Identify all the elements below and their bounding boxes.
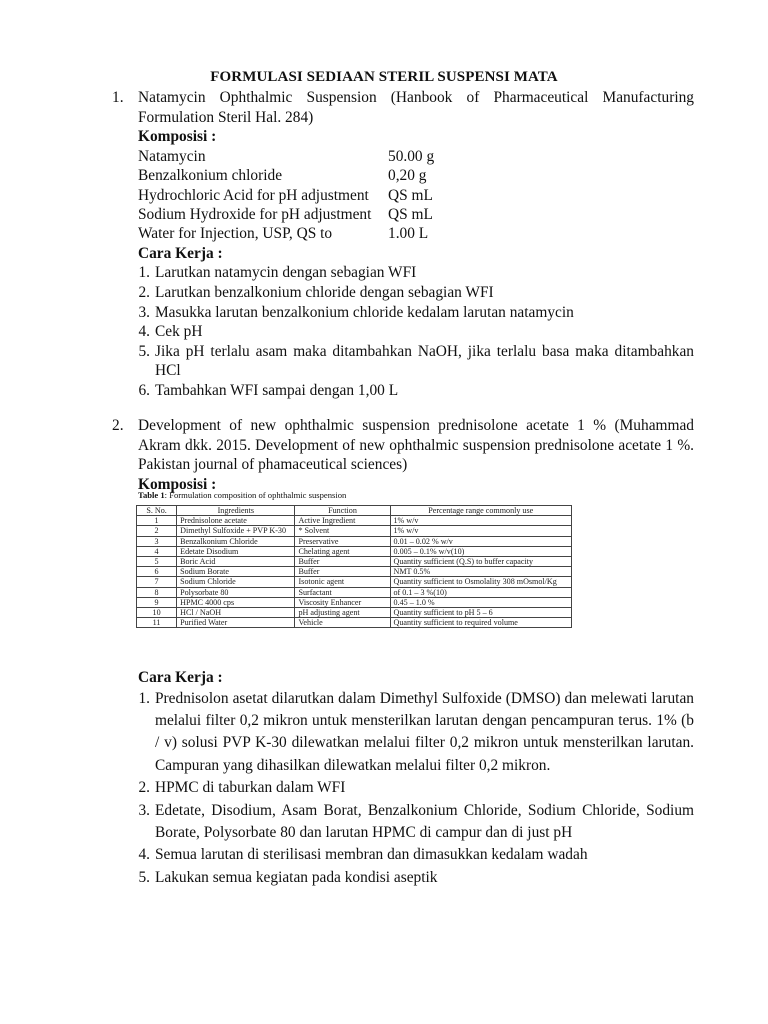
table-cell: Quantity sufficient to Osmolality 308 mOsmol/Kg (390, 577, 572, 587)
table-cell: 6 (137, 567, 177, 577)
table-cell: 8 (137, 587, 177, 597)
table-cell: Boric Acid (177, 557, 295, 567)
list-item: 1. Prednisolon asetat dilarutkan dalam Dimethyl Sulfoxide (DMSO) dan melewati larutan melalui filter 0,2 mikron untuk mensterilkan larutan dengan pencampuran terus. 1% (b / v) solusi PVP K-30 dilewatkan melalui filter 0,2 mikron untuk mensterilkan larutan. Campuran yang dihasilkan dilewatkan melalui filter 0,2 mikron. (138, 689, 694, 774)
table-row (137, 546, 572, 556)
table-cell: 0.45 – 1.0 % (390, 597, 572, 607)
list-item: 3. Edetate, Disodium, Asam Borat, Benzalkonium Chloride, Sodium Chloride, Sodium Borate, Polysorbate 80 dan larutan HPMC di campur dan di just pH (138, 801, 694, 842)
steps-list (138, 263, 694, 400)
list-item: 3. Masukka larutan benzalkonium chloride kedalam larutan natamycin (138, 303, 574, 321)
table-cell: 11 (137, 618, 177, 628)
table-cell: 1% w/v (390, 516, 572, 526)
list-item: 4. Semua larutan di sterilisasi membran dan dimasukkan kedalam wadah (138, 846, 588, 864)
list-item: 1. Larutkan natamycin dengan sebagian WFI (138, 264, 417, 282)
table-body (137, 516, 572, 628)
composition-list (138, 147, 694, 244)
list-item: 5. Lakukan semua kegiatan pada kondisi aseptik (138, 868, 438, 886)
table-row (137, 608, 572, 618)
table-row (137, 577, 572, 587)
column-header: S. No. (137, 506, 177, 516)
formulation-table-figure (136, 490, 576, 628)
table-caption: Table 1: Formulation composition of ophthalmic suspension (138, 490, 347, 500)
list-item: 2. Larutkan benzalkonium chloride dengan sebagian WFI (138, 283, 494, 301)
column-header: Function (295, 506, 390, 516)
table-cell: 7 (137, 577, 177, 587)
table-cell: Quantity sufficient (Q.S) to buffer capacity (390, 557, 572, 567)
table-cell: 0.005 – 0.1% w/v(10) (390, 546, 572, 556)
table-cell: NMT 0.5% (390, 567, 572, 577)
table-cell: of 0.1 – 3 %(10) (390, 587, 572, 597)
composition-row: Sodium Hydroxide for pH adjustment QS mL (138, 205, 433, 223)
table-row (137, 587, 572, 597)
table-cell: 2 (137, 526, 177, 536)
table-row (137, 557, 572, 567)
table-cell: Chelating agent (295, 546, 390, 556)
table-row (137, 526, 572, 536)
table-cell: Vehicle (295, 618, 390, 628)
list-item: 5. Jika pH terlalu asam maka ditambahkan NaOH, jika terlalu basa maka ditambahkan HCl (138, 342, 694, 380)
table-cell: Quantity sufficient to required volume (390, 618, 572, 628)
table-cell: Benzalkonium Chloride (177, 536, 295, 546)
table-cell: 4 (137, 546, 177, 556)
table-cell: 1% w/v (390, 526, 572, 536)
table-cell: Prednisolone acetate (177, 516, 295, 526)
komposisi-label: Komposisi : (138, 128, 217, 146)
column-header: Ingredients (177, 506, 295, 516)
table-cell: Preservative (295, 536, 390, 546)
table-cell: HCl / NaOH (177, 608, 295, 618)
table-cell: Isotonic agent (295, 577, 390, 587)
section-2 (112, 416, 694, 494)
table-cell: Dimethyl Sulfoxide + PVP K-30 (177, 526, 295, 536)
table-cell: Edetate Disodium (177, 546, 295, 556)
table-cell: Active Ingredient (295, 516, 390, 526)
cara-kerja-label: Cara Kerja : (138, 669, 223, 686)
composition-row: Natamycin 50.00 g (138, 147, 435, 165)
table-row (137, 618, 572, 628)
column-header: Percentage range commonly use (390, 506, 572, 516)
composition-row: Benzalkonium chloride 0,20 g (138, 167, 427, 185)
table-cell: Purified Water (177, 618, 295, 628)
section-heading: Natamycin Ophthalmic Suspension (Hanbook of Pharmaceutical Manufacturing Formulation Steril Hal. 284) (138, 89, 694, 126)
table-cell: 0.01 – 0.02 % w/v (390, 536, 572, 546)
section-2-procedure (112, 668, 694, 889)
table-cell: Sodium Chloride (177, 577, 295, 587)
table-cell: Surfactant (295, 587, 390, 597)
table-row (137, 516, 572, 526)
list-item: 6. Tambahkan WFI sampai dengan 1,00 L (138, 381, 399, 399)
document-title: FORMULASI SEDIAAN STERIL SUSPENSI MATA (210, 69, 558, 85)
table-cell: Sodium Borate (177, 567, 295, 577)
table-cell: 1 (137, 516, 177, 526)
list-item: 4. Cek pH (138, 323, 203, 341)
table-cell: 3 (137, 536, 177, 546)
section-heading: Development of new ophthalmic suspension prednisolone acetate 1 % (Muhammad Akram dkk. 2015. Development of new ophthalmic suspension prednisolone acetate 1 %. Pakistan journal of phamaceutical sciences) (138, 417, 694, 474)
table-cell: 5 (137, 557, 177, 567)
section-number: 1. (112, 89, 124, 106)
table-cell: pH adjusting agent (295, 608, 390, 618)
table-cell: Buffer (295, 567, 390, 577)
composition-row: Water for Injection, USP, QS to 1.00 L (138, 225, 429, 243)
cara-kerja-label: Cara Kerja : (138, 244, 223, 262)
table-cell: Polysorbate 80 (177, 587, 295, 597)
table-cell: Buffer (295, 557, 390, 567)
table-cell: 9 (137, 597, 177, 607)
table-cell: Viscosity Enhancer (295, 597, 390, 607)
composition-row: Hydrochloric Acid for pH adjustment QS mL (138, 186, 433, 204)
steps-list (138, 688, 694, 890)
table-cell: Quantity sufficient to pH 5 – 6 (390, 608, 572, 618)
table-row (137, 597, 572, 607)
list-item: 2. HPMC di taburkan dalam WFI (138, 779, 346, 797)
section-number: 2. (112, 417, 124, 434)
table-row (137, 536, 572, 546)
formulation-table (136, 505, 572, 628)
section-1 (112, 88, 694, 400)
komposisi-label: Komposisi : (138, 475, 217, 493)
table-cell: * Solvent (295, 526, 390, 536)
table-header-row (137, 506, 572, 516)
table-cell: 10 (137, 608, 177, 618)
table-cell: HPMC 4000 cps (177, 597, 295, 607)
table-row (137, 567, 572, 577)
